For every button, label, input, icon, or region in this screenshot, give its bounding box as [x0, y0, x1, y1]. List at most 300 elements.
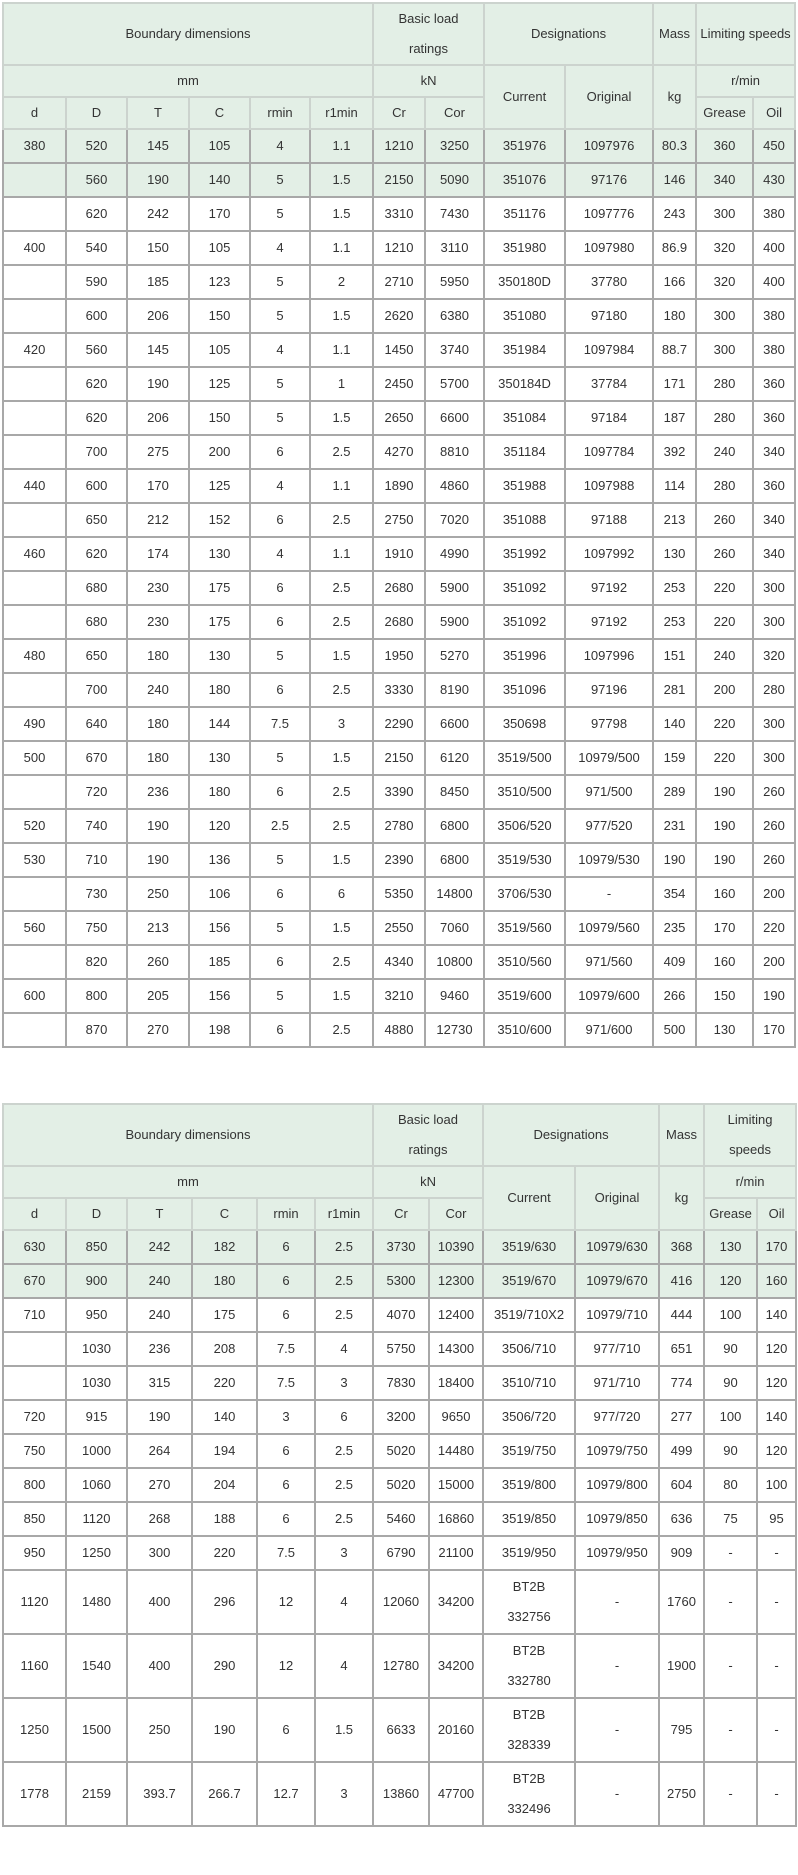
cell-C: 220 [192, 1366, 257, 1400]
cell-D: 640 [66, 707, 127, 741]
cell-r1min: 1.5 [310, 639, 373, 673]
table-row [3, 1762, 796, 1826]
cell-r1min: 3 [315, 1366, 373, 1400]
cell-original: 1097976 [565, 129, 653, 163]
cell-cr: 3310 [373, 197, 425, 231]
cell-r1min: 2 [310, 265, 373, 299]
cell-mass: 354 [653, 877, 696, 911]
cell-r1min: 1.5 [310, 163, 373, 197]
cell-grease: 300 [696, 197, 753, 231]
cell-rmin: 5 [250, 163, 310, 197]
cell-C: 188 [192, 1502, 257, 1536]
cell-rmin: 4 [250, 469, 310, 503]
cell-cor: 15000 [429, 1468, 483, 1502]
cell-C: 130 [189, 537, 250, 571]
cell-cor: 47700 [429, 1762, 483, 1826]
cell-mass: 277 [659, 1400, 704, 1434]
cell-D: 2159 [66, 1762, 127, 1826]
cell-cor: 9460 [425, 979, 484, 1013]
cell-original: 10979/630 [575, 1230, 659, 1264]
header-col-D: D [66, 97, 127, 129]
cell-current: 3519/710X2 [483, 1298, 575, 1332]
cell-T: 145 [127, 333, 189, 367]
cell-C: 204 [192, 1468, 257, 1502]
cell-cor: 12300 [429, 1264, 483, 1298]
cell-D: 650 [66, 503, 127, 537]
cell-r1min: 1.5 [310, 299, 373, 333]
cell-cr: 2650 [373, 401, 425, 435]
cell-T: 236 [127, 1332, 192, 1366]
cell-mass: 146 [653, 163, 696, 197]
cell-r1min: 6 [310, 877, 373, 911]
table-row [3, 945, 795, 979]
cell-D: 650 [66, 639, 127, 673]
header-row-units [3, 65, 795, 97]
cell-C: 190 [192, 1698, 257, 1762]
cell-cor: 8450 [425, 775, 484, 809]
cell-mass: 253 [653, 571, 696, 605]
cell-grease: 130 [696, 1013, 753, 1047]
cell-original: 97798 [565, 707, 653, 741]
cell-rmin: 6 [250, 877, 310, 911]
cell-d: 520 [3, 809, 66, 843]
cell-grease: 260 [696, 537, 753, 571]
cell-grease: 130 [704, 1230, 757, 1264]
cell-current: 351976 [484, 129, 565, 163]
header-designations: Designations [484, 3, 653, 65]
header-unit-rmin: r/min [704, 1166, 796, 1198]
cell-rmin: 7.5 [257, 1366, 315, 1400]
cell-d [3, 775, 66, 809]
cell-D: 870 [66, 1013, 127, 1047]
cell-rmin: 6 [257, 1698, 315, 1762]
cell-cor: 8810 [425, 435, 484, 469]
cell-cor: 14800 [425, 877, 484, 911]
cell-r1min: 2.5 [315, 1502, 373, 1536]
cell-r1min: 2.5 [310, 435, 373, 469]
cell-grease: 280 [696, 401, 753, 435]
cell-original: 971/500 [565, 775, 653, 809]
table-row [3, 843, 795, 877]
cell-original: 97188 [565, 503, 653, 537]
cell-cor: 12400 [429, 1298, 483, 1332]
cell-r1min: 1.1 [310, 469, 373, 503]
cell-grease: 320 [696, 265, 753, 299]
cell-T: 236 [127, 775, 189, 809]
cell-mass: 1900 [659, 1634, 704, 1698]
cell-cor: 21100 [429, 1536, 483, 1570]
cell-d: 460 [3, 537, 66, 571]
cell-T: 242 [127, 1230, 192, 1264]
cell-mass: 151 [653, 639, 696, 673]
cell-current: 351088 [484, 503, 565, 537]
cell-C: 120 [189, 809, 250, 843]
cell-C: 170 [189, 197, 250, 231]
cell-D: 560 [66, 163, 127, 197]
cell-r1min: 2.5 [315, 1298, 373, 1332]
cell-d [3, 265, 66, 299]
table-row [3, 1468, 796, 1502]
cell-cor: 5950 [425, 265, 484, 299]
bearing-spec-table-1 [2, 2, 796, 1048]
cell-original: 977/710 [575, 1332, 659, 1366]
cell-rmin: 5 [250, 843, 310, 877]
cell-D: 680 [66, 571, 127, 605]
cell-oil: 260 [753, 809, 795, 843]
cell-C: 180 [192, 1264, 257, 1298]
cell-cr: 2450 [373, 367, 425, 401]
cell-rmin: 4 [250, 231, 310, 265]
cell-original: 10979/600 [565, 979, 653, 1013]
header-col-T: T [127, 1198, 192, 1230]
cell-current: 3519/750 [483, 1434, 575, 1468]
cell-D: 620 [66, 197, 127, 231]
cell-grease: 280 [696, 367, 753, 401]
cell-rmin: 5 [250, 265, 310, 299]
header-designations: Designations [483, 1104, 659, 1166]
cell-cr: 1210 [373, 129, 425, 163]
cell-d: 670 [3, 1264, 66, 1298]
cell-C: 208 [192, 1332, 257, 1366]
cell-T: 190 [127, 163, 189, 197]
cell-d: 850 [3, 1502, 66, 1536]
cell-original: 10979/800 [575, 1468, 659, 1502]
cell-rmin: 4 [250, 537, 310, 571]
cell-oil: 100 [757, 1468, 796, 1502]
cell-r1min: 2.5 [310, 571, 373, 605]
cell-rmin: 6 [250, 673, 310, 707]
table-row [3, 1366, 796, 1400]
cell-mass: 774 [659, 1366, 704, 1400]
cell-d [3, 571, 66, 605]
cell-C: 266.7 [192, 1762, 257, 1826]
cell-D: 600 [66, 299, 127, 333]
header-col-grease: Grease [696, 97, 753, 129]
cell-T: 270 [127, 1468, 192, 1502]
cell-T: 300 [127, 1536, 192, 1570]
cell-cor: 6800 [425, 843, 484, 877]
cell-grease: 190 [696, 809, 753, 843]
cell-cor: 12730 [425, 1013, 484, 1047]
cell-D: 620 [66, 537, 127, 571]
cell-oil: 360 [753, 367, 795, 401]
header-col-cor: Cor [429, 1198, 483, 1230]
cell-T: 400 [127, 1570, 192, 1634]
cell-original: - [575, 1762, 659, 1826]
cell-original: 1097776 [565, 197, 653, 231]
header-col-d: d [3, 1198, 66, 1230]
cell-cor: 20160 [429, 1698, 483, 1762]
cell-r1min: 6 [315, 1400, 373, 1434]
cell-current: 3519/670 [483, 1264, 575, 1298]
cell-T: 268 [127, 1502, 192, 1536]
cell-mass: 88.7 [653, 333, 696, 367]
cell-T: 230 [127, 605, 189, 639]
cell-oil: 450 [753, 129, 795, 163]
cell-cr: 2710 [373, 265, 425, 299]
cell-d [3, 605, 66, 639]
cell-d: 490 [3, 707, 66, 741]
cell-current: 3519/600 [484, 979, 565, 1013]
header-basic-load-ratings: Basic load ratings [373, 3, 484, 65]
table-row [3, 1332, 796, 1366]
cell-mass: 651 [659, 1332, 704, 1366]
header-unit-kn: kN [373, 1166, 483, 1198]
cell-current: 3510/500 [484, 775, 565, 809]
table-row [3, 571, 795, 605]
cell-r1min: 1.5 [310, 911, 373, 945]
cell-rmin: 5 [250, 197, 310, 231]
cell-oil: 320 [753, 639, 795, 673]
cell-original: 10979/560 [565, 911, 653, 945]
cell-mass: 444 [659, 1298, 704, 1332]
cell-oil: 430 [753, 163, 795, 197]
cell-cr: 2150 [373, 163, 425, 197]
cell-d: 500 [3, 741, 66, 775]
cell-C: 200 [189, 435, 250, 469]
cell-rmin: 5 [250, 911, 310, 945]
header-limiting-speeds: Limiting speeds [696, 3, 795, 65]
cell-C: 125 [189, 469, 250, 503]
cell-current: 351084 [484, 401, 565, 435]
cell-T: 190 [127, 367, 189, 401]
table-row [3, 809, 795, 843]
cell-r1min: 2.5 [315, 1264, 373, 1298]
cell-d: 750 [3, 1434, 66, 1468]
cell-d: 420 [3, 333, 66, 367]
cell-T: 393.7 [127, 1762, 192, 1826]
cell-rmin: 7.5 [257, 1536, 315, 1570]
cell-grease: - [704, 1634, 757, 1698]
cell-T: 315 [127, 1366, 192, 1400]
cell-D: 520 [66, 129, 127, 163]
cell-C: 290 [192, 1634, 257, 1698]
table-row [3, 265, 795, 299]
cell-d: 710 [3, 1298, 66, 1332]
cell-mass: 604 [659, 1468, 704, 1502]
cell-current: 351076 [484, 163, 565, 197]
cell-mass: 243 [653, 197, 696, 231]
header-unit-mm: mm [3, 1166, 373, 1198]
header-col-oil: Oil [753, 97, 795, 129]
cell-r1min: 2.5 [310, 605, 373, 639]
cell-oil: 95 [757, 1502, 796, 1536]
cell-T: 242 [127, 197, 189, 231]
table-row [3, 911, 795, 945]
table-row [3, 1570, 796, 1634]
cell-C: 123 [189, 265, 250, 299]
cell-D: 1500 [66, 1698, 127, 1762]
cell-cr: 4070 [373, 1298, 429, 1332]
cell-oil: 340 [753, 503, 795, 537]
cell-grease: 220 [696, 741, 753, 775]
header-col-r1min: r1min [310, 97, 373, 129]
cell-current: 351984 [484, 333, 565, 367]
cell-mass: 368 [659, 1230, 704, 1264]
cell-cr: 1210 [373, 231, 425, 265]
cell-r1min: 1.1 [310, 231, 373, 265]
cell-rmin: 6 [250, 1013, 310, 1047]
cell-C: 182 [192, 1230, 257, 1264]
cell-d [3, 673, 66, 707]
cell-r1min: 2.5 [315, 1230, 373, 1264]
table-row [3, 1230, 796, 1264]
table-row [3, 1502, 796, 1536]
cell-oil: 200 [753, 877, 795, 911]
cell-cor: 34200 [429, 1634, 483, 1698]
cell-cor: 16860 [429, 1502, 483, 1536]
cell-current: 351996 [484, 639, 565, 673]
header-original: Original [575, 1166, 659, 1230]
cell-d: 1250 [3, 1698, 66, 1762]
cell-d: 480 [3, 639, 66, 673]
cell-rmin: 5 [250, 979, 310, 1013]
header-col-d: d [3, 97, 66, 129]
cell-cr: 5750 [373, 1332, 429, 1366]
cell-cr: 2290 [373, 707, 425, 741]
cell-cr: 2390 [373, 843, 425, 877]
cell-rmin: 7.5 [250, 707, 310, 741]
cell-mass: 289 [653, 775, 696, 809]
cell-C: 150 [189, 299, 250, 333]
cell-mass: 130 [653, 537, 696, 571]
table-row [3, 673, 795, 707]
cell-oil: - [757, 1634, 796, 1698]
cell-d: 530 [3, 843, 66, 877]
cell-r1min: 2.5 [315, 1434, 373, 1468]
cell-cr: 3210 [373, 979, 425, 1013]
cell-C: 175 [189, 571, 250, 605]
cell-T: 213 [127, 911, 189, 945]
cell-D: 670 [66, 741, 127, 775]
cell-mass: 636 [659, 1502, 704, 1536]
cell-cor: 7020 [425, 503, 484, 537]
cell-current: 351184 [484, 435, 565, 469]
cell-cr: 5300 [373, 1264, 429, 1298]
cell-C: 194 [192, 1434, 257, 1468]
cell-cr: 2150 [373, 741, 425, 775]
cell-rmin: 6 [250, 571, 310, 605]
table-row [3, 163, 795, 197]
cell-rmin: 6 [257, 1502, 315, 1536]
cell-rmin: 5 [250, 741, 310, 775]
cell-T: 190 [127, 1400, 192, 1434]
cell-rmin: 6 [257, 1298, 315, 1332]
cell-D: 620 [66, 401, 127, 435]
cell-cor: 3740 [425, 333, 484, 367]
cell-D: 680 [66, 605, 127, 639]
cell-rmin: 4 [250, 333, 310, 367]
cell-current: 3510/600 [484, 1013, 565, 1047]
cell-rmin: 6 [250, 945, 310, 979]
header-col-C: C [192, 1198, 257, 1230]
cell-current: 3506/520 [484, 809, 565, 843]
cell-rmin: 12.7 [257, 1762, 315, 1826]
cell-r1min: 3 [310, 707, 373, 741]
table-row [3, 775, 795, 809]
cell-D: 620 [66, 367, 127, 401]
cell-d [3, 367, 66, 401]
cell-cor: 10390 [429, 1230, 483, 1264]
cell-mass: 187 [653, 401, 696, 435]
cell-d [3, 1013, 66, 1047]
cell-oil: 220 [753, 911, 795, 945]
header-row-groups [3, 3, 795, 65]
cell-T: 275 [127, 435, 189, 469]
cell-C: 125 [189, 367, 250, 401]
cell-r1min: 1.5 [310, 401, 373, 435]
cell-T: 185 [127, 265, 189, 299]
cell-cr: 13860 [373, 1762, 429, 1826]
cell-d: 560 [3, 911, 66, 945]
header-boundary-dimensions: Boundary dimensions [3, 1104, 373, 1166]
cell-d: 440 [3, 469, 66, 503]
cell-r1min: 2.5 [310, 503, 373, 537]
cell-cr: 4880 [373, 1013, 425, 1047]
cell-original: - [575, 1634, 659, 1698]
table-row [3, 129, 795, 163]
cell-current: 351080 [484, 299, 565, 333]
cell-T: 400 [127, 1634, 192, 1698]
cell-oil: 340 [753, 435, 795, 469]
cell-grease: 75 [704, 1502, 757, 1536]
cell-cor: 34200 [429, 1570, 483, 1634]
cell-grease: 120 [704, 1264, 757, 1298]
cell-current: 3510/710 [483, 1366, 575, 1400]
cell-D: 730 [66, 877, 127, 911]
cell-mass: 159 [653, 741, 696, 775]
cell-current: 3519/560 [484, 911, 565, 945]
cell-C: 175 [192, 1298, 257, 1332]
cell-current: 350698 [484, 707, 565, 741]
cell-r1min: 2.5 [310, 775, 373, 809]
cell-mass: 500 [653, 1013, 696, 1047]
cell-oil: 120 [757, 1434, 796, 1468]
cell-grease: 90 [704, 1366, 757, 1400]
cell-grease: 260 [696, 503, 753, 537]
cell-cor: 6120 [425, 741, 484, 775]
cell-cr: 2680 [373, 571, 425, 605]
cell-cr: 4340 [373, 945, 425, 979]
cell-T: 205 [127, 979, 189, 1013]
cell-D: 850 [66, 1230, 127, 1264]
cell-mass: 140 [653, 707, 696, 741]
cell-original: 971/600 [565, 1013, 653, 1047]
cell-grease: 320 [696, 231, 753, 265]
cell-original: 10979/950 [575, 1536, 659, 1570]
cell-grease: 170 [696, 911, 753, 945]
cell-original: 1097984 [565, 333, 653, 367]
cell-oil: 300 [753, 741, 795, 775]
cell-C: 185 [189, 945, 250, 979]
cell-C: 106 [189, 877, 250, 911]
cell-current: 3519/500 [484, 741, 565, 775]
cell-C: 152 [189, 503, 250, 537]
cell-C: 130 [189, 741, 250, 775]
cell-cor: 10800 [425, 945, 484, 979]
cell-original: 97184 [565, 401, 653, 435]
cell-grease: 90 [704, 1332, 757, 1366]
table-row [3, 1298, 796, 1332]
cell-oil: - [757, 1536, 796, 1570]
cell-cor: 5900 [425, 605, 484, 639]
cell-original: - [565, 877, 653, 911]
cell-current: 351092 [484, 571, 565, 605]
header-col-T: T [127, 97, 189, 129]
cell-mass: 190 [653, 843, 696, 877]
cell-original: 10979/750 [575, 1434, 659, 1468]
cell-r1min: 1.1 [310, 129, 373, 163]
